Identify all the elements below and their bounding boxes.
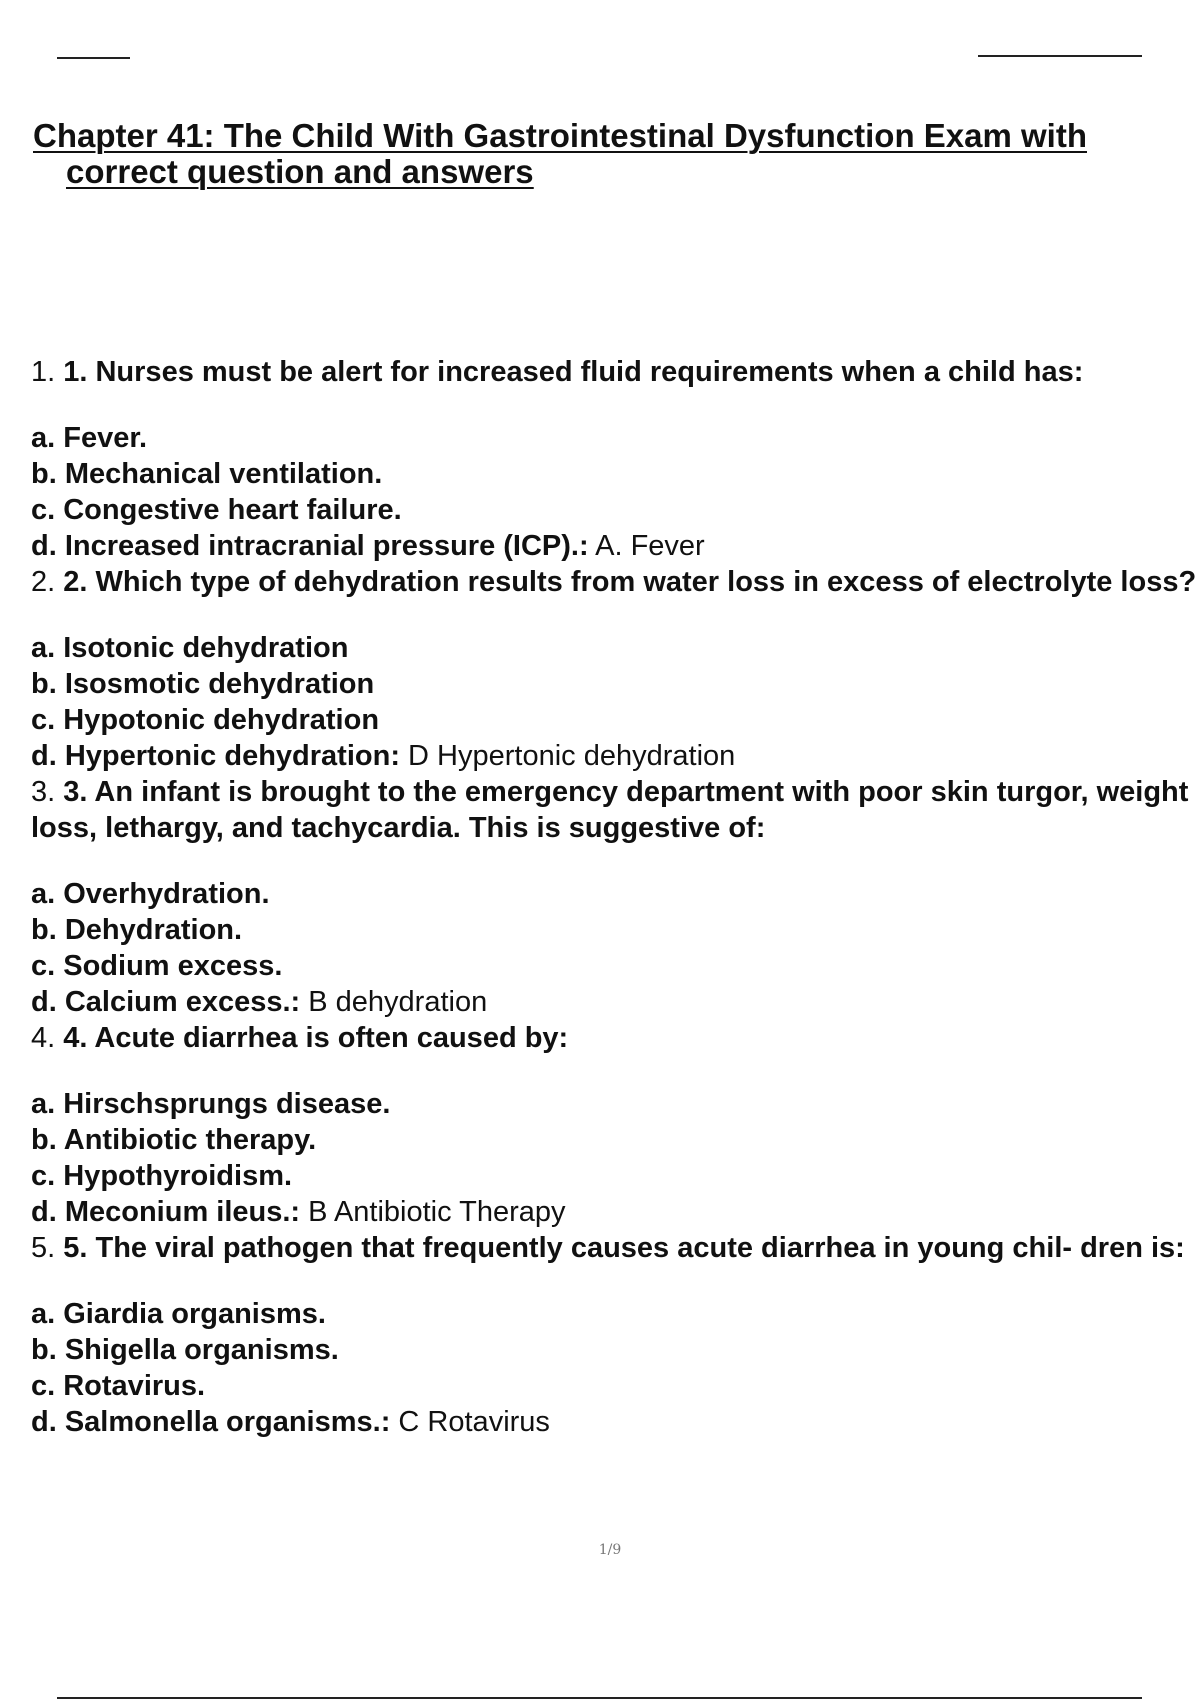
question-4 xyxy=(31,1020,1200,1230)
question-number: 1. xyxy=(31,356,56,388)
option-a: a. Isotonic dehydration xyxy=(31,632,349,664)
option-b: b. Dehydration. xyxy=(31,914,243,946)
question-number: 3. xyxy=(31,776,56,808)
option-c: c. Rotavirus. xyxy=(31,1370,206,1402)
document-title xyxy=(33,118,1200,190)
header-rule-right xyxy=(978,55,1142,57)
title-line-2: correct question and answers xyxy=(66,153,534,190)
option-d: d. Calcium excess.: xyxy=(31,986,301,1018)
question-stem: 4. Acute diarrhea is often caused by: xyxy=(63,1022,569,1054)
option-d: d. Hypertonic dehydration: xyxy=(31,740,400,772)
option-c: c. Hypothyroidism. xyxy=(31,1160,293,1192)
option-c: c. Hypotonic dehydration xyxy=(31,704,380,736)
option-a: a. Hirschsprungs disease. xyxy=(31,1088,391,1120)
answer-text: C Rotavirus xyxy=(390,1406,550,1438)
answer-text: D Hypertonic dehydration xyxy=(399,740,736,772)
option-c: c. Sodium excess. xyxy=(31,950,283,982)
question-3 xyxy=(31,774,1200,1020)
option-d: d. Meconium ileus.: xyxy=(31,1196,301,1228)
answer-text: B Antibiotic Therapy xyxy=(300,1196,566,1228)
answer-text: A. Fever xyxy=(588,530,705,562)
footer-rule xyxy=(57,1697,1142,1699)
option-b: b. Isosmotic dehydration xyxy=(31,668,375,700)
option-a: a. Overhydration. xyxy=(31,878,270,910)
page-number: 1/9 xyxy=(598,1542,622,1558)
header-rule-left xyxy=(57,57,130,59)
question-5 xyxy=(31,1230,1200,1440)
question-number: 4. xyxy=(31,1022,56,1054)
option-a: a. Giardia organisms. xyxy=(31,1298,326,1330)
question-stem: 2. Which type of dehydration results from water loss in excess of electrolyte loss? xyxy=(63,566,1197,598)
option-b: b. Shigella organisms. xyxy=(31,1334,339,1366)
question-number: 5. xyxy=(31,1232,56,1264)
option-b: b. Antibiotic therapy. xyxy=(31,1124,317,1156)
option-a: a. Fever. xyxy=(31,422,148,454)
question-stem: 5. The viral pathogen that frequently causes acute diarrhea in young chil- dren is: xyxy=(63,1232,1185,1264)
option-c: c. Congestive heart failure. xyxy=(31,494,402,526)
answer-text: B dehydration xyxy=(300,986,488,1018)
option-d: d. Salmonella organisms.: xyxy=(31,1406,391,1438)
question-number: 2. xyxy=(31,566,56,598)
question-list xyxy=(31,354,1200,1440)
question-stem: 3. An infant is brought to the emergency department with poor skin turgor, weight loss, lethargy, and tachycardia. This is suggestive of: xyxy=(31,776,1189,844)
question-2 xyxy=(31,564,1200,774)
question-stem: 1. Nurses must be alert for increased fluid requirements when a child has: xyxy=(63,356,1084,388)
title-line-1: Chapter 41: The Child With Gastrointestinal Dysfunction Exam with xyxy=(33,117,1087,154)
option-d: d. Increased intracranial pressure (ICP).: xyxy=(31,530,589,562)
question-1 xyxy=(31,354,1200,564)
option-b: b. Mechanical ventilation. xyxy=(31,458,383,490)
